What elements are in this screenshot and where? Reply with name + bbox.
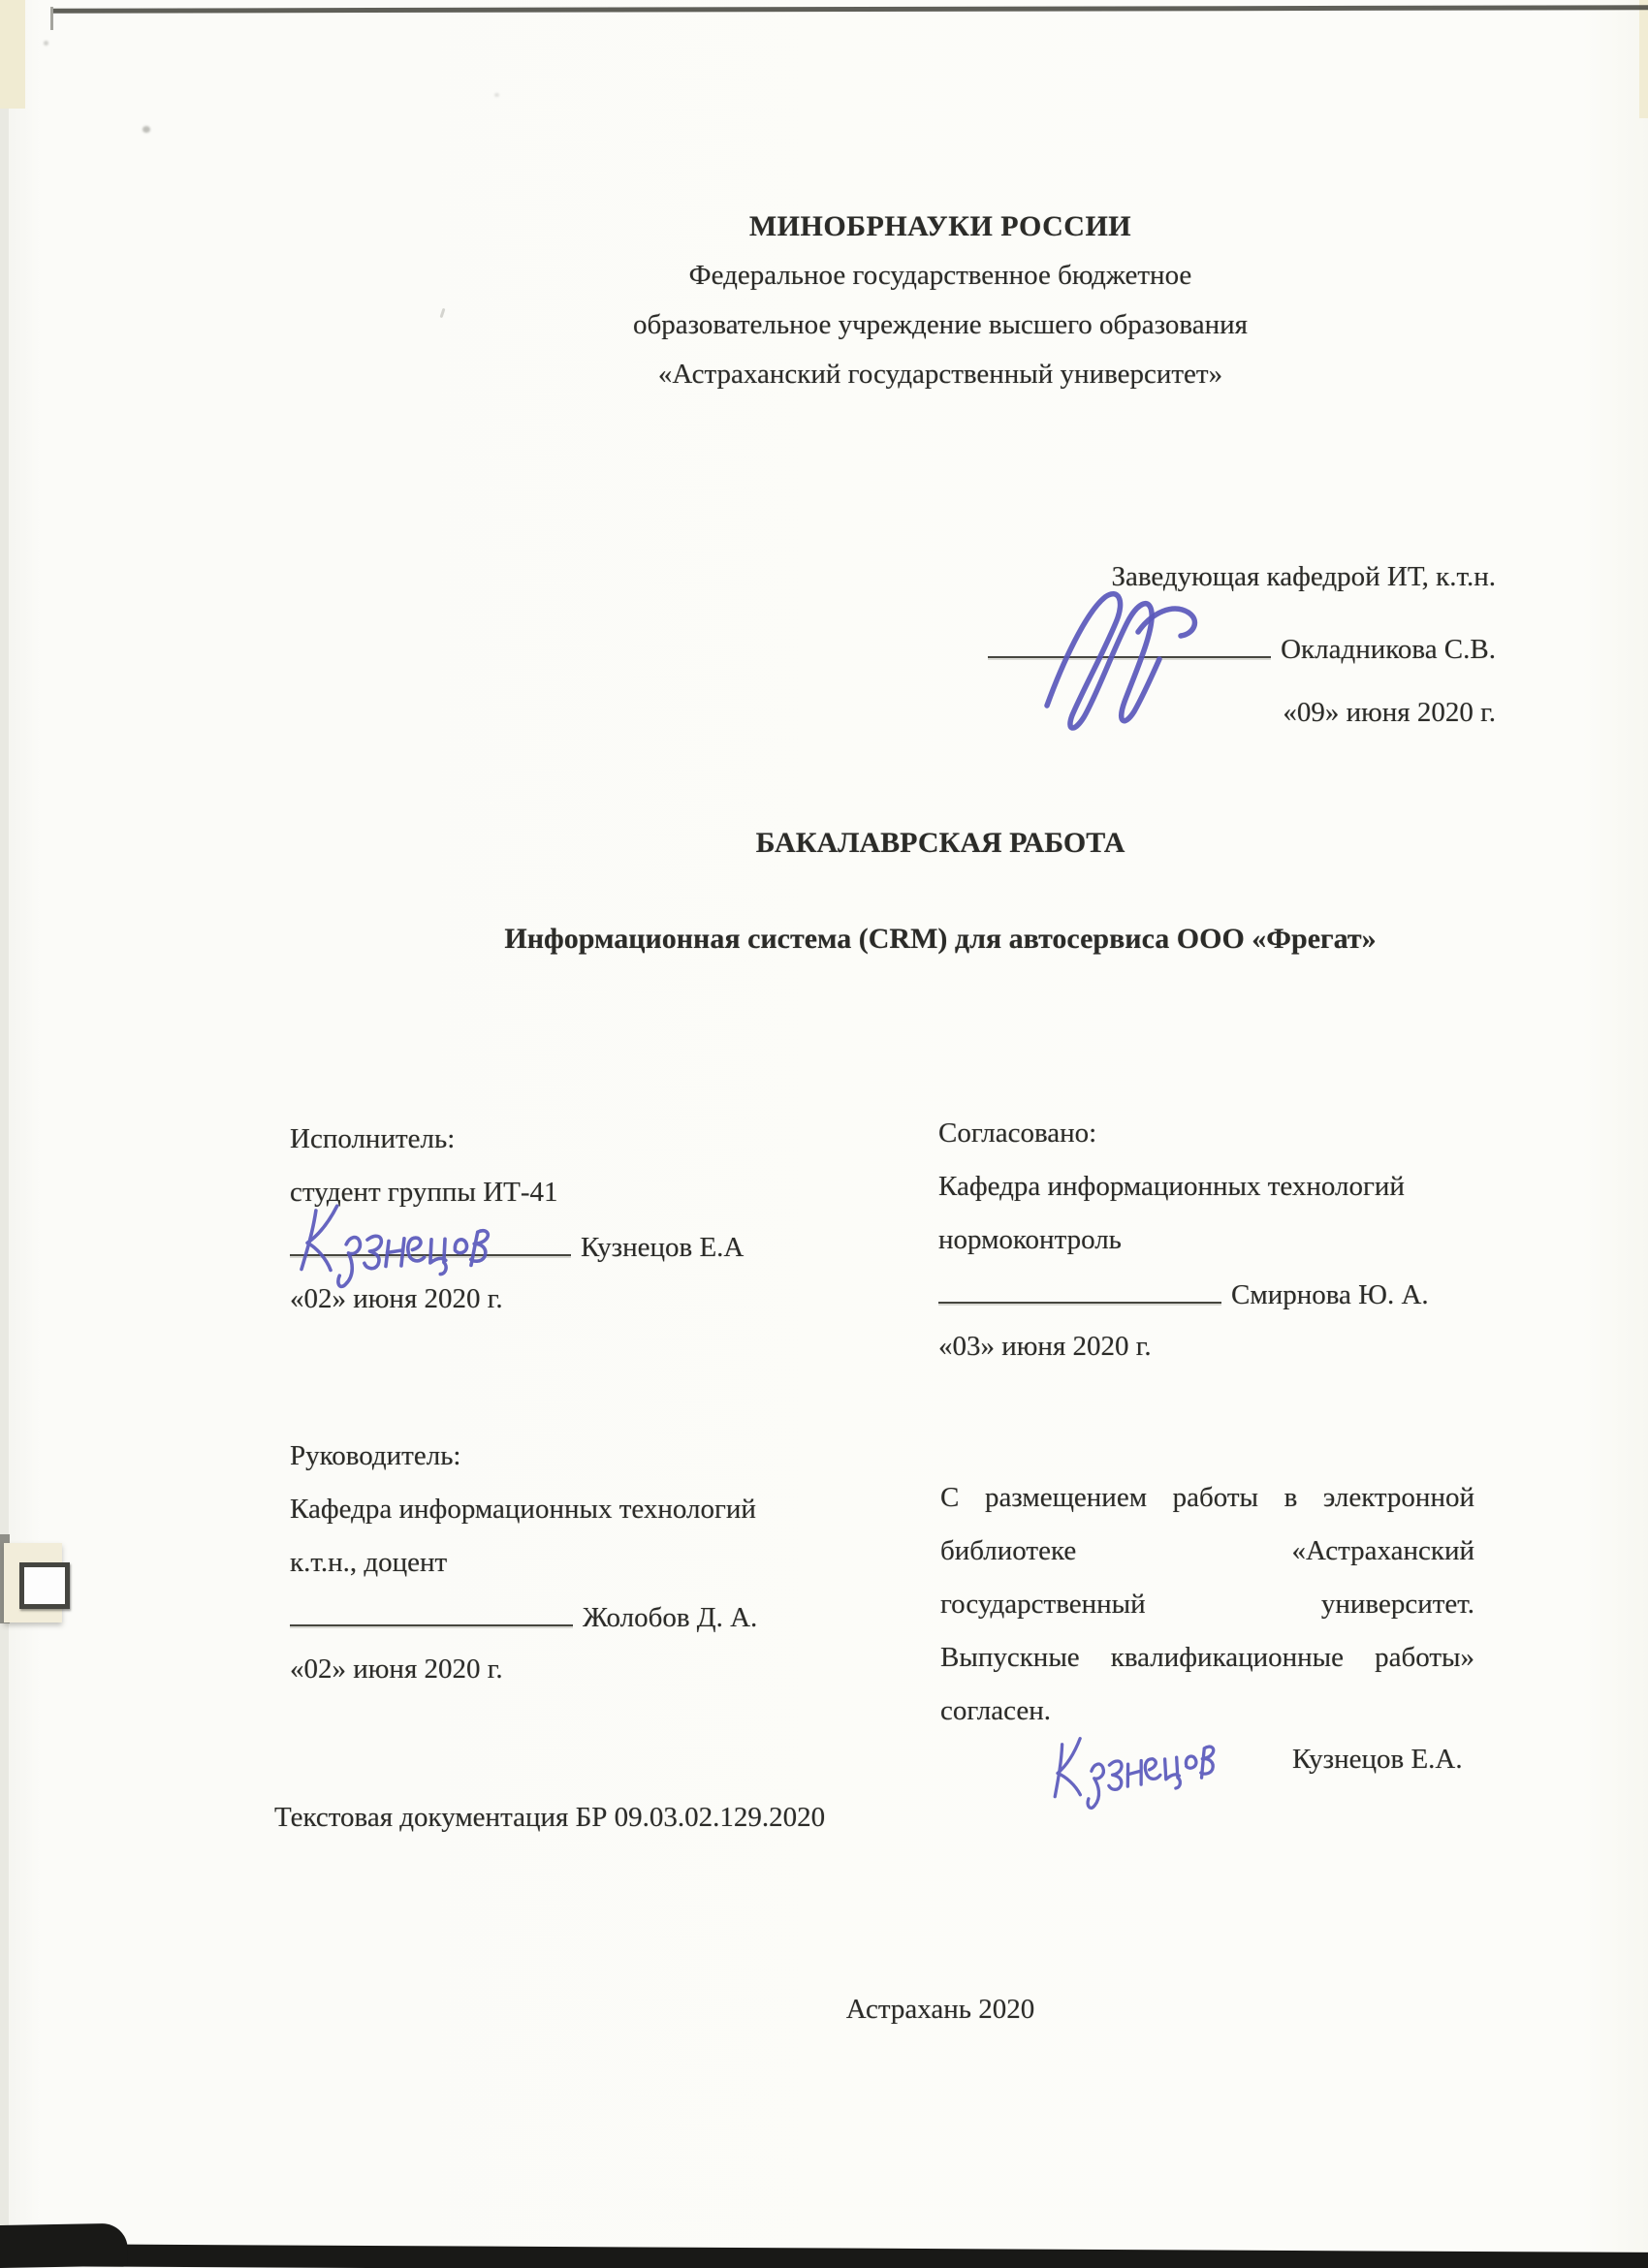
doc-code-line: Текстовая документация БР 09.03.02.129.2020: [274, 1802, 826, 1833]
consent-line-3: государственный университет.: [940, 1589, 1474, 1620]
consent-line-5: согласен.: [940, 1695, 1052, 1726]
institution-line-2: образовательное учреждение высшего образования: [632, 309, 1248, 340]
agreed-name: Смирнова Ю. А.: [1231, 1279, 1429, 1311]
agreed-signature-line: [938, 1276, 1221, 1304]
agreed-date: «03» июня 2020 г.: [938, 1331, 1152, 1362]
agreed-role: нормоконтроль: [938, 1224, 1122, 1255]
binder-clip-metal: [19, 1562, 70, 1609]
thesis-title: Информационная система (CRM) для автосервиса ООО «Фрегат»: [504, 923, 1377, 955]
executor-date: «02» июня 2020 г.: [290, 1283, 503, 1314]
scan-edge-top: [53, 5, 1648, 13]
approval-signature-icon: [1024, 570, 1221, 740]
scan-corner-bottom-left: [0, 2223, 128, 2268]
supervisor-name: Жолобов Д. А.: [583, 1602, 758, 1634]
consent-line-2: библиотеке «Астраханский: [940, 1535, 1474, 1566]
supervisor-degree: к.т.н., доцент: [290, 1547, 448, 1578]
scan-speckle: [143, 126, 150, 133]
consent-line-1: С размещением работы в электронной: [940, 1482, 1474, 1513]
executor-description: студент группы ИТ-41: [290, 1177, 558, 1208]
university-header: [233, 202, 1648, 399]
agreed-department: Кафедра информационных технологий: [938, 1171, 1405, 1202]
scan-speckle: [494, 93, 499, 97]
scan-edge-bottom: [0, 2244, 1648, 2268]
scan-page-corner-tick: [50, 7, 53, 30]
approval-date: «09» июня 2020 г.: [1283, 697, 1496, 729]
scan-corner-top-right: [1639, 0, 1648, 118]
university-name-line: «Астраханский государственный университет»: [657, 359, 1223, 390]
scan-speckle: [44, 41, 48, 46]
supervisor-department: Кафедра информационных технологий: [290, 1494, 756, 1525]
supervisor-date: «02» июня 2020 г.: [290, 1654, 503, 1685]
consent-line-4: Выпускные квалификационные работы»: [940, 1642, 1474, 1673]
agreed-label: Согласовано:: [938, 1118, 1097, 1149]
approval-position: Заведующая кафедрой ИТ, к.т.н.: [1111, 561, 1496, 592]
footer-city-year: Астрахань 2020: [845, 1994, 1035, 2025]
consent-name: Кузнецов Е.А.: [1292, 1744, 1463, 1775]
work-type-title: БАКАЛАВРСКАЯ РАБОТА: [755, 827, 1125, 859]
supervisor-label: Руководитель:: [290, 1440, 461, 1471]
institution-line-1: Федеральное государственное бюджетное: [688, 260, 1192, 291]
agreed-block: [938, 1117, 1429, 1383]
supervisor-block: [290, 1439, 757, 1706]
executor-label: Исполнитель:: [290, 1123, 456, 1154]
ministry-line: МИНОБРНАУКИ РОССИИ: [748, 210, 1132, 242]
supervisor-signature-line: [290, 1599, 573, 1626]
paper-left-edge: [0, 0, 9, 2268]
approval-name: Окладникова С.В.: [1281, 634, 1496, 666]
executor-signature-icon: [292, 1186, 506, 1293]
executor-name: Кузнецов Е.А: [581, 1232, 745, 1264]
scan-corner-top-left: [0, 0, 25, 109]
